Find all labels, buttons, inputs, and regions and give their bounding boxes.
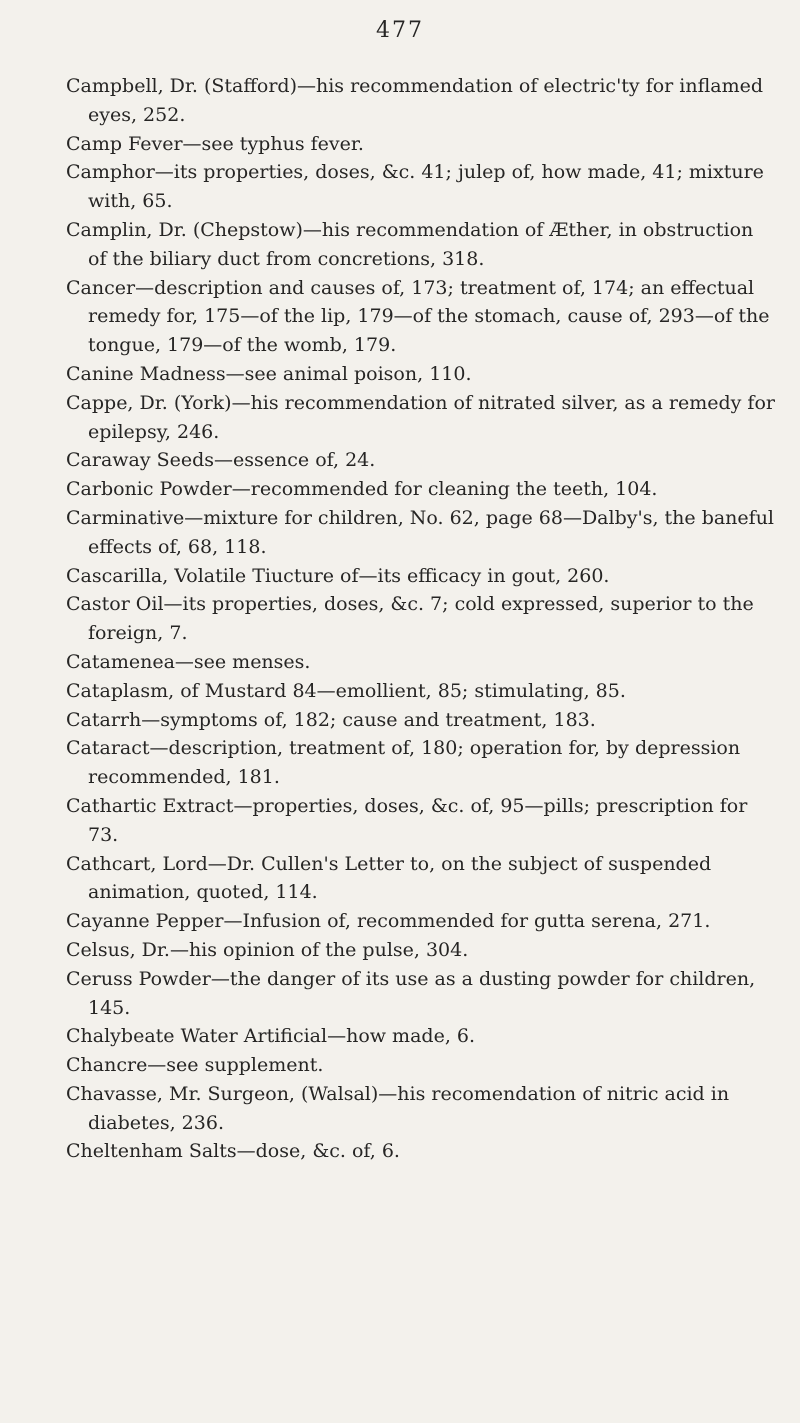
index-entry: Catarrh—symptoms of, 182; cause and treatment, 183. <box>66 708 596 731</box>
index-entry: Cathartic Extract—properties, doses, &c. of, 95—pills; prescription for 73. <box>66 794 748 846</box>
page-number: 477 <box>376 18 424 43</box>
index-entry: Cayanne Pepper—Infusion of, recommended for gutta serena, 271. <box>66 910 711 933</box>
index-entry: Cathcart, Lord—Dr. Cullen's Letter to, on the subject of suspended animation, quoted, 114. <box>66 852 712 904</box>
index-entry: Chancre—see supplement. <box>66 1054 324 1077</box>
index-entry: Ceruss Powder—the danger of its use as a dusting powder for children, 145. <box>66 967 756 1019</box>
index-entry: Camphor—its properties, doses, &c. 41; julep of, how made, 41; mixture with, 65. <box>66 161 764 213</box>
index-entry: Camp Fever—see typhus fever. <box>66 132 364 155</box>
index-entry: Cascarilla, Volatile Tiucture of—its efficacy in gout, 260. <box>66 564 610 587</box>
index-entry: Cheltenham Salts—dose, &c. of, 6. <box>66 1140 400 1163</box>
index-entry: Cataract—description, treatment of, 180; operation for, by depression recommended, 181. <box>66 737 741 789</box>
index-entry: Celsus, Dr.—his opinion of the pulse, 304. <box>66 938 469 961</box>
index-entry: Caraway Seeds—essence of, 24. <box>66 449 376 472</box>
index-entry: Castor Oil—its properties, doses, &c. 7; cold expressed, superior to the foreign, 7. <box>66 593 754 645</box>
index-entry: Chavasse, Mr. Surgeon, (Walsal)—his recomendation of nitric acid in diabetes, 236. <box>66 1082 730 1134</box>
index-entry: Camplin, Dr. (Chepstow)—his recommendation of Æther, in obstruction of the biliary duct from concretions, 318. <box>66 218 754 270</box>
index-entry: Canine Madness—see animal poison, 110. <box>66 362 472 385</box>
index-entry-list <box>66 72 776 1166</box>
index-entry: Carbonic Powder—recommended for cleaning the teeth, 104. <box>66 478 658 501</box>
index-entry: Catamenea—see menses. <box>66 650 311 673</box>
index-entry: Carminative—mixture for children, No. 62, page 68—Dalby's, the baneful effects of, 68, 118. <box>66 506 775 558</box>
index-entry: Campbell, Dr. (Stafford)—his recommendation of electric'ty for inflamed eyes, 252. <box>66 75 764 126</box>
index-entry: Chalybeate Water Artificial—how made, 6. <box>66 1025 476 1048</box>
index-entry: Cancer—description and causes of, 173; treatment of, 174; an effectual remedy for, 175—of the lip, 179—of the stomach, cause of, 293—of the tongue, 179—of the womb, 179. <box>66 276 770 357</box>
index-entry: Cappe, Dr. (York)—his recommendation of nitrated silver, as a remedy for epilepsy, 246. <box>66 391 775 443</box>
index-entry: Cataplasm, of Mustard 84—emollient, 85; stimulating, 85. <box>66 679 626 702</box>
